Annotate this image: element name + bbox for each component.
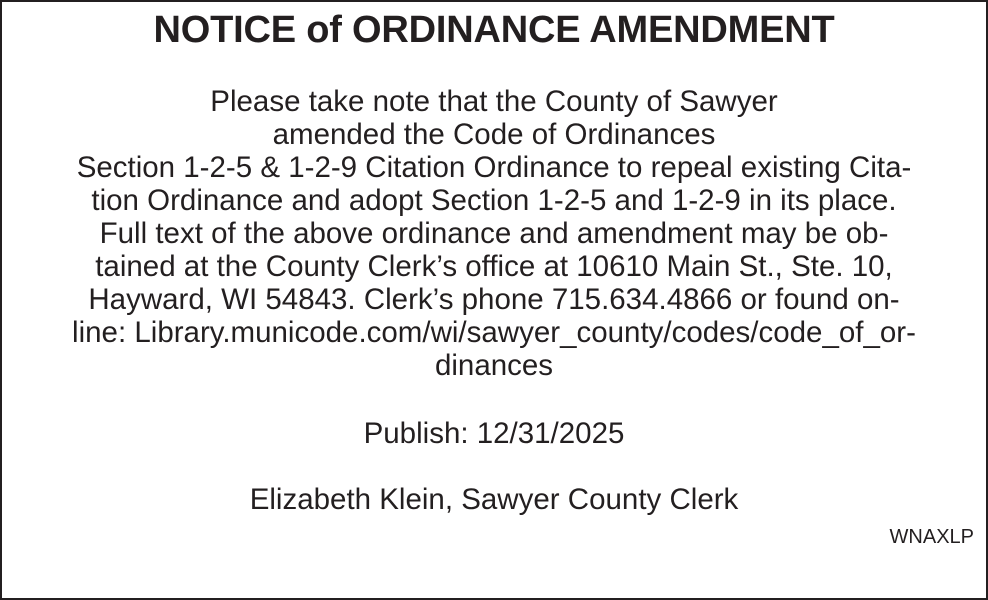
notice-body-line: tained at the County Clerk’s office at 10610 Main St., Ste. 10, [95,250,893,283]
notice-body-line: dinances [434,349,554,382]
notice-body-line: line: Library.municode.com/wi/sawyer_county/codes/code_of_or- [72,316,916,349]
notice-title: NOTICE of ORDINANCE AMENDMENT [153,9,835,51]
clerk-signature: Elizabeth Klein, Sawyer County Clerk [249,483,739,516]
notice-body-line: Hayward, WI 54843. Clerk’s phone 715.634.4866 or found on- [88,283,900,316]
notice-body-line: Please take note that the County of Sawyer [210,85,778,118]
notice-body-line: Full text of the above ordinance and amendment may be ob- [99,217,889,250]
notice-body-line: amended the Code of Ordinances [272,118,716,151]
publish-date: Publish: 12/31/2025 [363,417,625,450]
publication-code: WNAXLP [889,526,974,548]
notice-body [2,85,986,382]
notice-body-line: Section 1-2-5 & 1-2-9 Citation Ordinance to repeal existing Cita- [76,151,912,184]
notice-body-line: tion Ordinance and adopt Section 1-2-5 and 1-2-9 in its place. [91,184,897,217]
